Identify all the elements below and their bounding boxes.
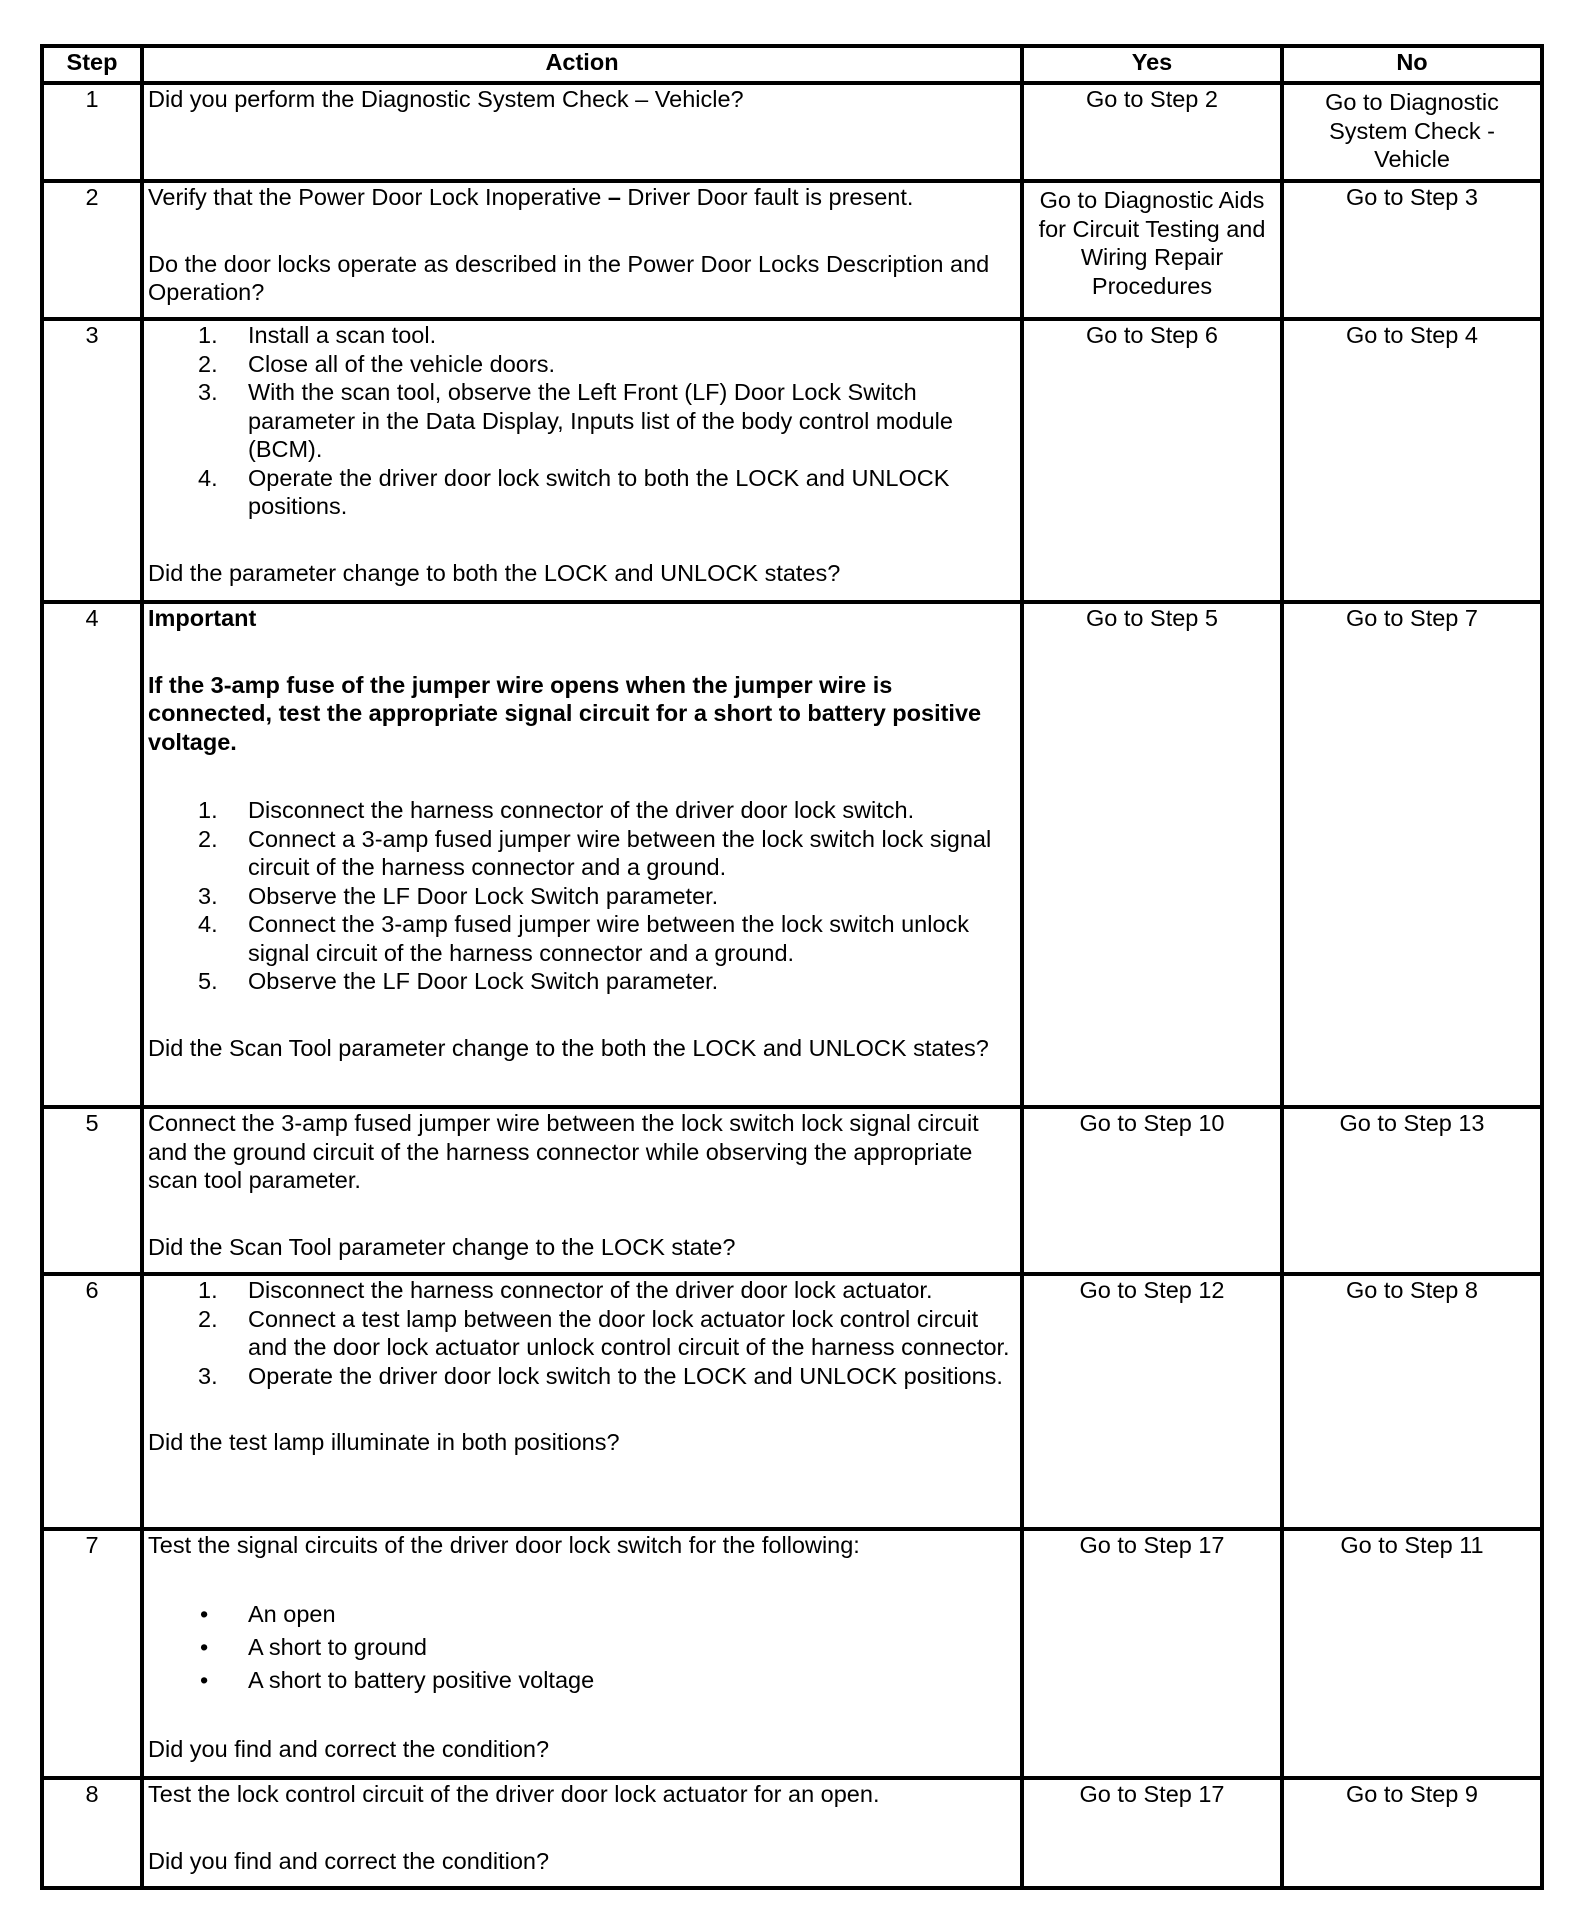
spacer [148,1390,1016,1428]
spacer [148,996,1016,1034]
list-number: 1. [198,797,218,823]
no-cell: Go to Step 9 [1282,1778,1542,1888]
action-text: Test the signal circuits of the driver door lock switch for the following: [148,1532,860,1558]
header-step: Step [42,46,142,83]
bullet-icon: • [200,1633,209,1660]
action-text-part: Verify that the Power Door Lock Inoperative [148,184,608,210]
list-text: Connect the 3-amp fused jumper wire between the lock switch unlock signal circuit of the harness connector and a ground. [248,911,970,966]
spacer [148,521,1016,559]
action-cell [142,181,1022,319]
list-number: 3. [198,379,218,405]
step-number: 1 [42,83,142,181]
no-cell: Go to Step 7 [1282,602,1542,1107]
list-item [148,882,1016,911]
table-row [42,1107,1542,1274]
list-item [148,1631,1016,1664]
action-cell [142,602,1022,1107]
list-item [148,1362,1016,1391]
table-row [42,181,1542,319]
header-row [42,46,1542,83]
numbered-list [148,1276,1016,1390]
action-text: Test the lock control circuit of the driver door lock actuator for an open. [148,1781,880,1807]
action-question: Did the test lamp illuminate in both positions? [148,1429,620,1455]
list-item [148,825,1016,882]
action-cell [142,1274,1022,1529]
list-text: Disconnect the harness connector of the driver door lock switch. [248,797,915,823]
step-number: 6 [42,1274,142,1529]
list-text: A short to battery positive voltage [248,1666,595,1693]
table-row [42,83,1542,181]
spacer [148,633,1016,671]
action-text-dash: – [607,184,621,210]
list-number: 2. [198,825,218,852]
action-text [148,183,1016,212]
step-number: 3 [42,319,142,602]
list-number: 2. [198,1305,218,1332]
yes-cell: Go to Step 17 [1022,1529,1282,1778]
numbered-list [148,321,1016,521]
list-text: A short to ground [248,1633,427,1660]
list-item [148,378,1016,464]
important-text: If the 3-amp fuse of the jumper wire opens when the jumper wire is connected, test the appropriate signal circuit for a short to battery positive voltage. [148,671,982,755]
no-cell: Go to Step 3 [1282,181,1542,319]
spacer [148,756,1016,796]
list-text: Observe the LF Door Lock Switch parameter. [248,968,719,994]
bullet-icon: • [200,1666,209,1693]
action-cell [142,1778,1022,1888]
no-cell: Go to Step 11 [1282,1529,1542,1778]
yes-cell: Go to Step 6 [1022,319,1282,602]
list-number: 1. [198,322,218,348]
no-cell: Go to Step 13 [1282,1107,1542,1274]
yes-cell: Go to Step 17 [1022,1778,1282,1888]
spacer [148,1195,1016,1233]
action-question: Did you find and correct the condition? [148,1735,550,1762]
list-item [148,796,1016,825]
action-cell [142,1529,1022,1778]
step-number: 8 [42,1778,142,1888]
list-text: Connect a 3-amp fused jumper wire between the lock switch lock signal circuit of the harness connector and a ground. [248,825,992,880]
table-row [42,1778,1542,1888]
list-text: Observe the LF Door Lock Switch parameter. [248,882,719,909]
action-cell [142,1107,1022,1274]
action-text-part: Driver Door fault is present. [620,184,914,210]
step-number: 4 [42,602,142,1107]
list-item [148,967,1016,996]
list-number: 3. [198,1362,218,1389]
yes-cell: Go to Step 10 [1022,1107,1282,1274]
action-question: Do the door locks operate as described in the Power Door Locks Description and Operation? [148,250,990,305]
no-cell: Go to Step 4 [1282,319,1542,602]
spacer [148,1809,1016,1847]
header-no: No [1282,46,1542,83]
list-number: 4. [198,464,218,491]
bullet-list [148,1598,1016,1697]
yes-cell: Go to Step 5 [1022,602,1282,1107]
action-question: Did the Scan Tool parameter change to the both the LOCK and UNLOCK states? [148,1034,989,1061]
yes-cell: Go to Diagnostic Aids for Circuit Testing and Wiring Repair Procedures [1022,181,1282,319]
list-text: Install a scan tool. [248,322,437,348]
spacer [148,1560,1016,1598]
list-item [148,464,1016,521]
list-number: 4. [198,911,218,937]
action-question: Did the parameter change to both the LOCK and UNLOCK states? [148,559,841,586]
list-item [148,321,1016,350]
diagnostic-table [40,44,1544,1890]
header-yes: Yes [1022,46,1282,83]
list-text: Close all of the vehicle doors. [248,350,555,377]
table-row [42,319,1542,602]
list-text: Disconnect the harness connector of the driver door lock actuator. [248,1277,933,1303]
list-text: An open [248,1600,336,1627]
yes-cell: Go to Step 2 [1022,83,1282,181]
step-number: 2 [42,181,142,319]
list-text: Operate the driver door lock switch to both the LOCK and UNLOCK positions. [248,464,950,519]
table-row [42,1529,1542,1778]
spacer [148,1697,1016,1735]
numbered-list [148,796,1016,996]
list-item [148,1664,1016,1697]
list-item [148,1598,1016,1631]
spacer [148,212,1016,250]
list-text: Connect a test lamp between the door lock actuator lock control circuit and the door lock actuator unlock control circuit of the harness connector. [248,1305,1010,1360]
action-question: Did you find and correct the condition? [148,1847,550,1874]
important-title: Important [148,605,257,631]
table-row [42,1274,1542,1529]
list-text: Operate the driver door lock switch to the LOCK and UNLOCK positions. [248,1362,1003,1389]
list-item [148,1305,1016,1362]
step-number: 5 [42,1107,142,1274]
no-cell: Go to Diagnostic System Check - Vehicle [1282,83,1542,181]
list-number: 2. [198,350,218,377]
step-number: 7 [42,1529,142,1778]
bullet-icon: • [200,1600,209,1627]
list-number: 1. [198,1277,218,1303]
list-text: With the scan tool, observe the Left Front (LF) Door Lock Switch parameter in the Data Display, Inputs list of the body control module (BCM). [248,379,953,462]
list-item [148,910,1016,967]
list-number: 3. [198,882,218,909]
action-question: Did you perform the Diagnostic System Check – Vehicle? [148,86,744,112]
yes-cell: Go to Step 12 [1022,1274,1282,1529]
action-question: Did the Scan Tool parameter change to the LOCK state? [148,1233,736,1260]
table-row [42,602,1542,1107]
action-text: Connect the 3-amp fused jumper wire between the lock switch lock signal circuit and the ground circuit of the harness connector while observing the appropriate scan tool parameter. [148,1110,979,1193]
header-action: Action [142,46,1022,83]
action-cell [142,319,1022,602]
no-cell: Go to Step 8 [1282,1274,1542,1529]
list-item [148,350,1016,379]
list-number: 5. [198,968,218,994]
list-item [148,1276,1016,1305]
action-cell [142,83,1022,181]
